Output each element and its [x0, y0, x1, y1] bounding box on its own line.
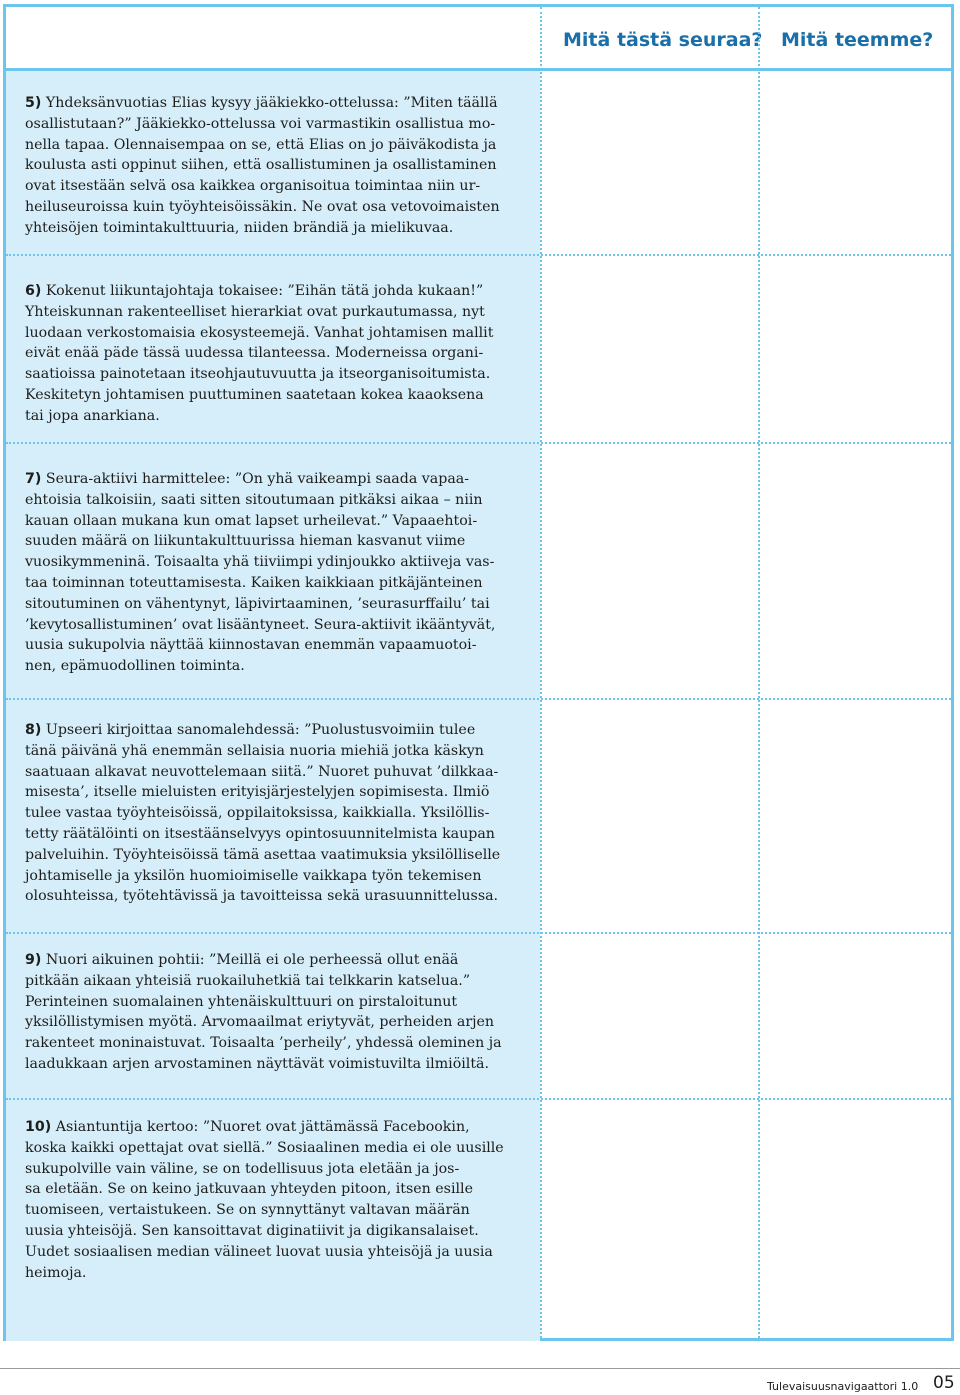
scenario-number: 7) [25, 471, 42, 487]
scenario-number: 6) [25, 283, 42, 299]
header-divider [6, 68, 951, 71]
page-number: 05 [933, 1373, 955, 1393]
footer-publication-title: Tulevaisuusnavigaattori 1.0 [767, 1380, 919, 1393]
row-divider [6, 698, 951, 700]
scenario-8: 8) Upseeri kirjoittaa sanomalehdessä: ”Puolustusvoimiin tulee tänä päivänä yhä enemmän sellaisia nuoria miehiä jotka käskyn saatuaan alkavat neuvottelemaan siitä.” Nuoret puhuvat ’dilkkaa- misesta’, itselle mieluisten erityisjärjestelyjen sopimisesta. Ilmiö tulee vastaa työyhteisöissä, oppilaitoksissa, kaikkialla. Yksilöllis- tetty räätälöinti on itsestäänselvyys opintosuunnitelmista kaupan palveluihin. Työyhteisöissä tämä asettaa vaatimuksia yksilölliselle johtamiselle ja yksilön huomioimiselle vaikkapa työn tekemisen olosuhteissa, työtehtävissä ja tavoitteissa sekä urasuunnittelussa. [25, 722, 501, 905]
scenario-number: 9) [25, 952, 42, 968]
scenario-number: 8) [25, 722, 42, 738]
column-header-row [6, 7, 951, 68]
scenario-10: 10) Asiantuntija kertoo: ”Nuoret ovat jättämässä Facebookin, koska kaikki opettajat ovat siellä.” Sosiaalinen media ei ole uusille sukupolville vain väline, se on todellisuus jota eletään ja jos- sa eletään. Se on keino jatkuvaan yhteyden pitoon, itsen esille tuomiseen, vertaistukeen. Se on synnyttänyt valtavan määrän uusia yhteisöjä. Sen kansoittavat diginatiivit ja digikansalaiset. Uudet sosiaalisen median välineet luovat uusia yhteisöjä ja uusia heimoja. [25, 1119, 504, 1281]
scenario-7: 7) Seura-aktiivi harmittelee: ”On yhä vaikeampi saada vapaa- ehtoisia talkoisiin, saati sitten sitoutumaan pitkäksi aikaa – niin kauan ollaan mukana kun omat lapset urheilevat.” Vapaaehtoi- suuden määrä on liikuntakulttuurissa hieman kasvanut viime vuosikymmeninä. Toisaalta yhä tiiviimpi ydinjoukko aktiiveja vas- taa toiminnan toteuttamisesta. Kaiken kaikkiaan pitkäjänteinen sitoutuminen on vähentynyt, läpivirtaaminen, ’seurasurffailu’ tai ’kevytosallistuminen’ ovat lisääntyneet. Seura-aktiivit ikääntyvät, uusia sukupolvia näyttää kiinnostavan enemmän vapaamuotoi- nen, epämuodollinen toiminta. [25, 471, 496, 675]
header-consequences: Mitä tästä seuraa? [563, 29, 763, 51]
column-divider-1 [540, 7, 542, 1338]
scenario-5: 5) Yhdeksänvuotias Elias kysyy jääkiekko-ottelussa: ”Miten täällä osallistutaan?” Jääkiekko-ottelussa voi varmastikin osallistua mo- nella tapaa. Olennaisempaa on se, että Elias on jo päiväkodista ja koulusta asti oppinut siihen, että osallistuminen ja osallistaminen ovat itsestään selvä osa kaikkea organisoitua toimintaa niin ur- heiluseuroissa kuin työyhteisöissäkin. Ne ovat osa vetovoimaisten yhteisöjen toimintakulttuuria, niiden brändiä ja mielikuvaa. [25, 95, 500, 236]
column-divider-2 [758, 7, 760, 1338]
scenario-6: 6) Kokenut liikuntajohtaja tokaisee: ”Eihän tätä johda kukaan!” Yhteiskunnan rakenteelliset hierarkiat ovat purkautumassa, nyt luodaan verkostomaisia ekosysteemejä. Vanhat johtamisen mallit eivät enää päde tässä uudessa tilanteessa. Moderneissa organi- saatioissa painotetaan itseohjautuvuutta ja itseorganisoitumista. Keskitetyn johtamisen puuttuminen saatetaan kokea kaaoksena tai jopa anarkiana. [25, 283, 494, 424]
row-divider [6, 442, 951, 444]
scenario-number: 10) [25, 1119, 52, 1135]
row-divider [6, 254, 951, 256]
row-divider [6, 932, 951, 934]
worksheet-frame [3, 4, 954, 1341]
footer-rule [0, 1368, 960, 1369]
row-divider [6, 1098, 951, 1100]
header-actions: Mitä teemme? [781, 29, 934, 51]
scenario-9: 9) Nuori aikuinen pohtii: ”Meillä ei ole perheessä ollut enää pitkään aikaan yhteisiä ruokailuhetkiä tai telkkarin katselua.” Perinteinen suomalainen yhtenäiskulttuuri on pirstaloitunut yksilöllistymisen myötä. Arvomaailmat eriytyvät, perheiden arjen rakenteet moninaistuvat. Toisaalta ’perheily’, yhdessä oleminen ja laadukkaan arjen arvostaminen näyttävät voimistuvilta ilmiöiltä. [25, 952, 502, 1072]
scenario-number: 5) [25, 95, 42, 111]
